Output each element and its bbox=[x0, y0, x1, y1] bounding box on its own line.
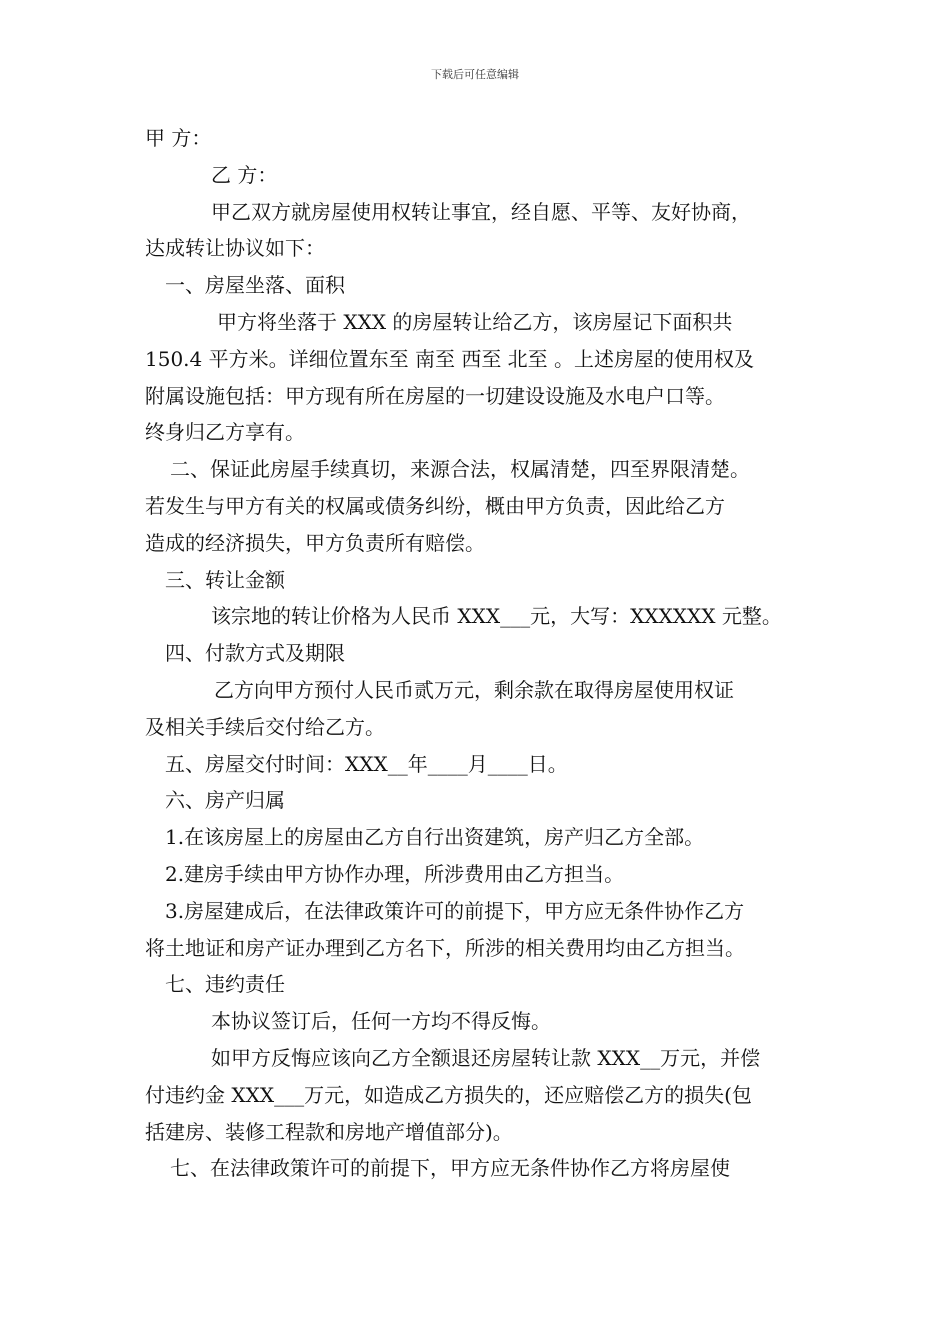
paragraph-line: 如甲方反悔应该向乙方全额退还房屋转让款 XXX__万元，并偿 bbox=[211, 1046, 761, 1070]
paragraph-line: 150.4 平方米。详细位置东至 南至 西至 北至 。上述房屋的使用权及 bbox=[145, 347, 755, 371]
paragraph-line: 付违约金 XXX___万元，如造成乙方损失的，还应赔偿乙方的损失(包 bbox=[145, 1083, 752, 1107]
list-item: 3.房屋建成后，在法律政策许可的前提下，甲方应无条件协作乙方 bbox=[165, 899, 745, 923]
paragraph-line: 及相关手续后交付给乙方。 bbox=[145, 715, 385, 739]
paragraph-line: 乙方向甲方预付人民币贰万元，剩余款在取得房屋使用权证 bbox=[214, 678, 734, 702]
paragraph-line: 附属设施包括：甲方现有所在房屋的一切建设设施及水电户口等。 bbox=[145, 384, 725, 408]
paragraph-line: 若发生与甲方有关的权属或债务纠纷，概由甲方负责，因此给乙方 bbox=[145, 494, 725, 518]
section-heading: 四、付款方式及期限 bbox=[165, 641, 345, 665]
page-header: 下载后可任意编辑 bbox=[431, 68, 519, 81]
intro-line: 甲乙双方就房屋使用权转让事宜，经自愿、平等、友好协商， bbox=[211, 200, 751, 224]
section-heading: 三、转让金额 bbox=[165, 568, 285, 592]
paragraph-line: 该宗地的转让价格为人民币 XXX___元，大写：XXXXXX 元整。 bbox=[211, 604, 782, 628]
paragraph-line: 将土地证和房产证办理到乙方名下，所涉的相关费用均由乙方担当。 bbox=[145, 936, 745, 960]
paragraph-line: 甲方将坐落于 XXX 的房屋转让给乙方，该房屋记下面积共 bbox=[217, 310, 733, 334]
paragraph-line: 终身归乙方享有。 bbox=[145, 420, 305, 444]
section-heading: 五、房屋交付时间：XXX__年____月____日。 bbox=[165, 752, 568, 776]
party-a-line: 甲 方： bbox=[145, 126, 212, 150]
party-b-line: 乙 方： bbox=[211, 163, 278, 187]
paragraph-line: 本协议签订后，任何一方均不得反悔。 bbox=[211, 1009, 551, 1033]
list-item: 1.在该房屋上的房屋由乙方自行出资建筑，房产归乙方全部。 bbox=[165, 825, 705, 849]
paragraph-line: 造成的经济损失，甲方负责所有赔偿。 bbox=[145, 531, 485, 555]
paragraph-line: 括建房、装修工程款和房地产增值部分)。 bbox=[145, 1120, 513, 1144]
list-item: 2.建房手续由甲方协作办理，所涉费用由乙方担当。 bbox=[165, 862, 625, 886]
section-heading: 六、房产归属 bbox=[165, 788, 285, 812]
intro-line: 达成转让协议如下： bbox=[145, 236, 325, 260]
paragraph-line: 七、在法律政策许可的前提下，甲方应无条件协作乙方将房屋使 bbox=[170, 1156, 730, 1180]
paragraph-line: 二、保证此房屋手续真切，来源合法，权属清楚，四至界限清楚。 bbox=[170, 457, 750, 481]
section-heading: 一、房屋坐落、面积 bbox=[165, 273, 345, 297]
section-heading: 七、违约责任 bbox=[165, 972, 285, 996]
